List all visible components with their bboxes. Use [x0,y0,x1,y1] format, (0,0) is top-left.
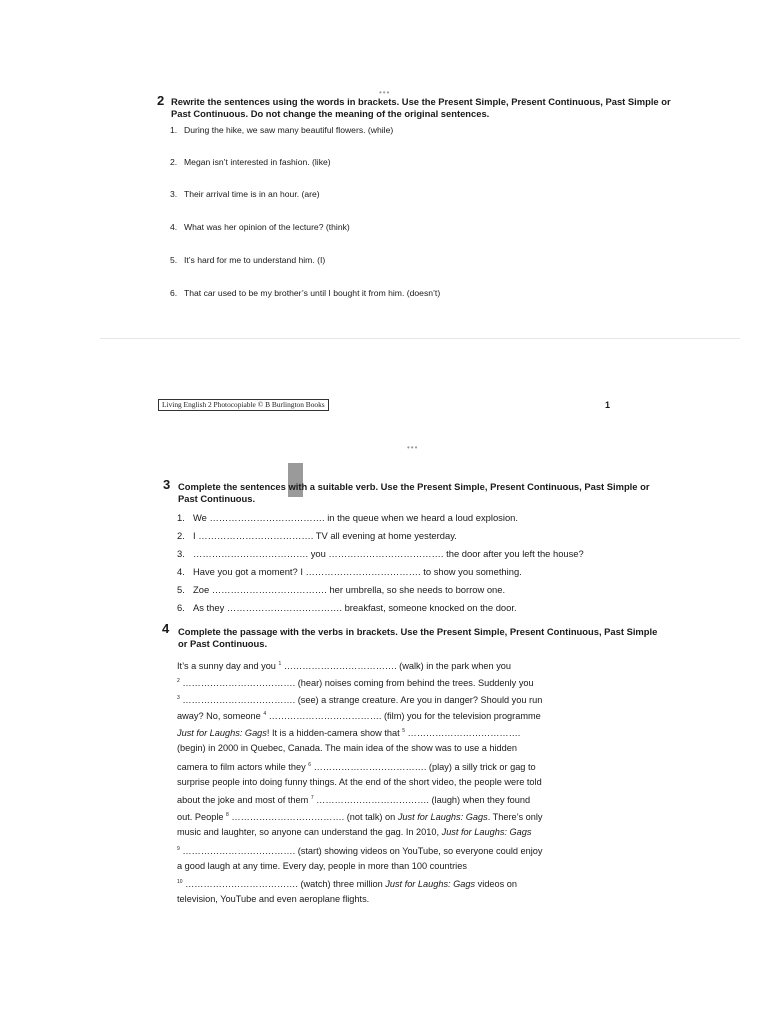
passage-line: (begin) in 2000 in Quebec, Canada. The main idea of the show was to use a hidden [177,742,517,753]
exercise-2-item-6: 6. That car used to be my brother’s until I bought it from him. (doesn’t) [170,288,441,298]
passage-line: $^3$ ………………………………. (see) a strange creature. Are you in danger? Should you run [177,694,543,705]
passage-line: surprise people into doing funny things. At the end of the short video, the people were told [177,776,542,787]
exercise-3-item-1: 1. We ………………………………. in the queue when we heard a loud explosion. [177,512,518,523]
passage-line: $^{10}$ ………………………………. (watch) three million Just for Laughs: Gags videos on [177,879,518,890]
passage-line: Just for Laughs: Gags! It is a hidden-camera show that $^5$ ………………………………. [177,728,521,739]
passage-line: music and laughter, so anyone can understand the gag. In 2010, Just for Laughs: Gags [177,826,532,837]
passage-line: It’s a sunny day and you $^1$ ………………………………. (walk) in the park when you [177,661,512,671]
passage-line: television, YouTube and even aeroplane flights. [177,894,370,905]
exercise-3-number: 3 [163,477,171,492]
instruction-line: Past Continuous. Do not change the meaning of the original sentences. [171,108,490,119]
exercise-2-item-4: 4. What was her opinion of the lecture? (think) [170,222,350,232]
exercise-3-item-2: 2. I ………………………………. TV all evening at home yesterday. [177,530,457,541]
exercise-3-instruction [178,481,649,505]
passage-line: $^2$ ………………………………. (hear) noises coming from behind the trees. Suddenly you [177,677,534,688]
exercise-3-item-4: 4. Have you got a moment? I ………………………………. to show you something. [177,566,522,577]
instruction-line: Complete the sentences with a suitable verb. Use the Present Simple, Present Continuous, Past Simple or [178,481,650,492]
exercise-2-item-5: 5. It’s hard for me to understand him. (I) [170,255,326,265]
instruction-line: or Past Continuous. [178,638,268,649]
exercise-2-number: 2 [157,93,165,108]
instruction-line: Rewrite the sentences using the words in brackets. Use the Present Simple, Present Continuous, Past Simple or [171,96,671,107]
exercise-3-item-5: 5. Zoe ………………………………. her umbrella, so she needs to borrow one. [177,584,506,595]
instruction-line: Complete the passage with the verbs in brackets. Use the Present Simple, Present Continuous, Past Simple [178,626,658,637]
passage-line: a good laugh at any time. Every day, people in more than 100 countries [177,860,467,871]
page-dots: ••• [407,443,419,452]
exercise-2-instruction [171,96,671,120]
instruction-line: Past Continuous. [178,493,256,504]
passage-line: $^9$ ………………………………. (start) showing videos on YouTube, so everyone could enjoy [177,845,543,856]
footer-copyright: Living English 2 Photocopiable © B Burlington Books [158,399,329,411]
exercise-4-number: 4 [162,621,170,636]
passage-line: away? No, someone $^4$ ………………………………. (film) you for the television programme [177,711,541,722]
exercise-2-item-3: 3. Their arrival time is in an hour. (are) [170,189,320,199]
faint-divider [100,338,740,339]
exercise-3-item-6: 6. As they ………………………………. breakfast, someone knocked on the door. [177,602,517,613]
exercise-2-item-2: 2. Megan isn’t interested in fashion. (like) [170,157,331,167]
page-number: 1 [605,400,611,410]
passage-line: about the joke and most of them $^7$ ………………………………. (laugh) when they found [177,795,531,806]
exercise-3-item-3: 3. ………………………………. you ………………………………. the door after you left the house? [177,548,584,559]
passage-line: out. People $^8$ ………………………………. (not talk) on Just for Laughs: Gags. There’s only [177,812,543,823]
page-dots: ••• [379,88,391,97]
exercise-2-item-1: 1. During the hike, we saw many beautiful flowers. (while) [170,125,394,135]
exercise-4-passage [177,656,543,908]
exercise-4-instruction [178,626,657,650]
passage-line: camera to film actors while they $^6$ ………………………………. (play) a silly trick or gag to [177,761,536,772]
